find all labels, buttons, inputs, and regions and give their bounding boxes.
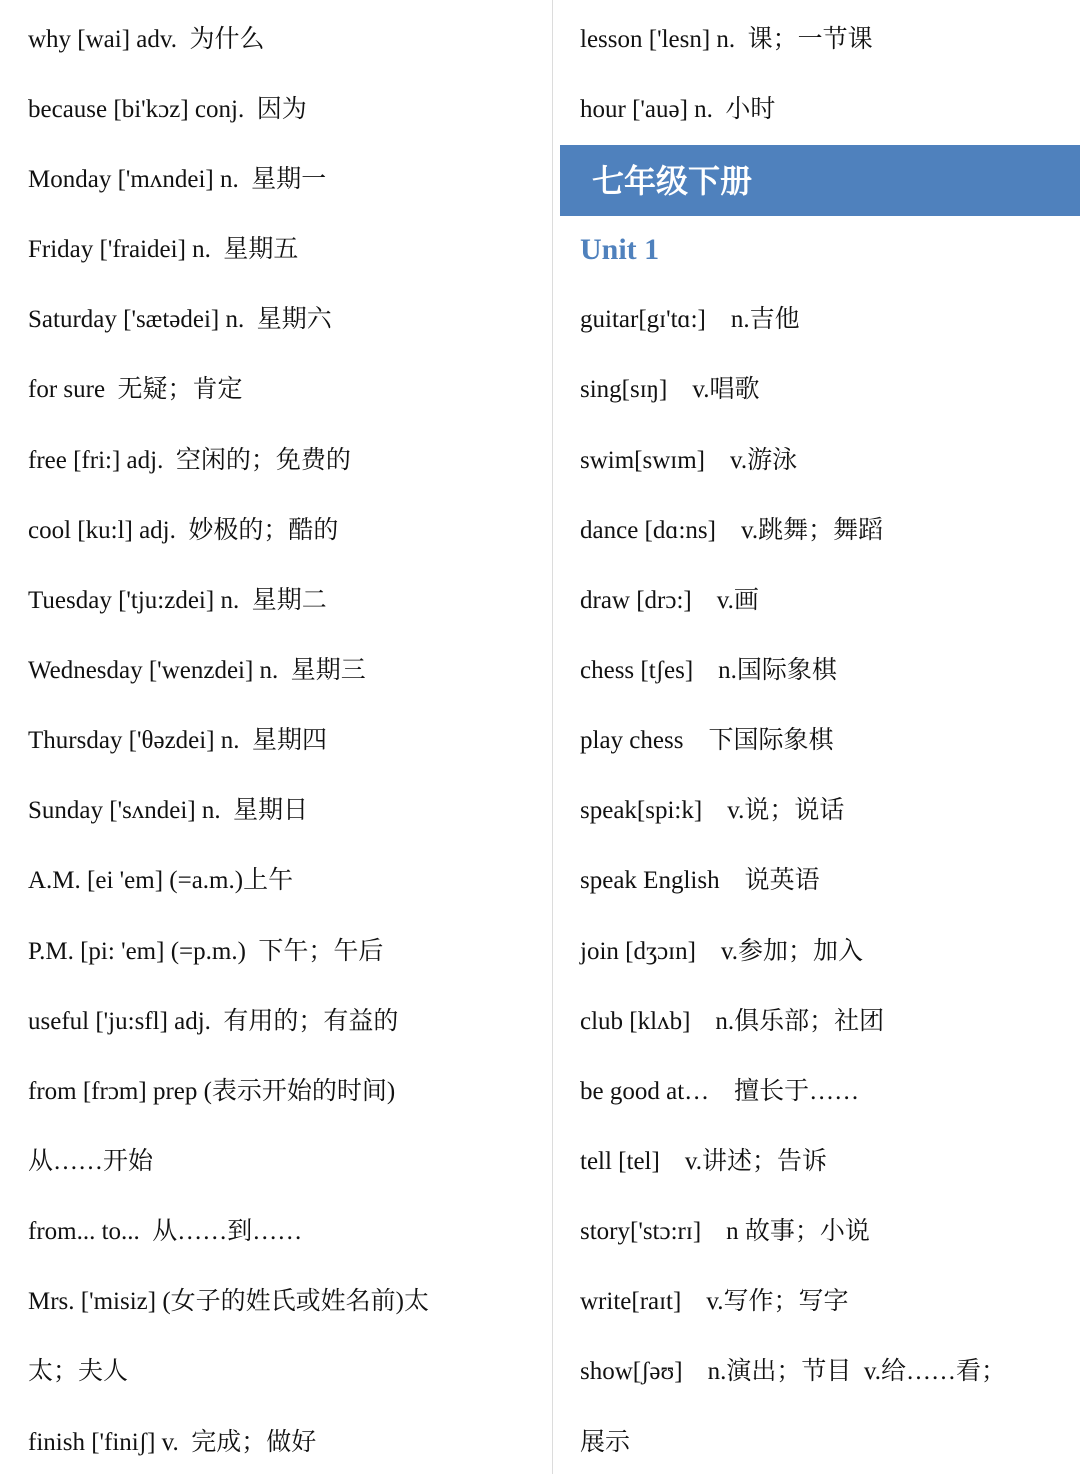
unit-heading: Unit 1 (580, 233, 660, 266)
vocab-entry: dance [dɑ:ns] v.跳舞；舞蹈 (580, 517, 884, 544)
section-banner-title: 七年级下册 (592, 162, 753, 200)
vocab-entry: Saturday ['sætədei] n. 星期六 (28, 306, 332, 333)
vocab-entry: because [bi'kɔz] conj. 因为 (28, 96, 307, 123)
vocab-entry: play chess 下国际象棋 (580, 727, 834, 754)
vocab-entry: chess [tʃes] n.国际象棋 (580, 657, 837, 684)
vocab-entry: A.M. [ei 'em] (=a.m.)上午 (28, 867, 294, 894)
vocab-entry: from [frɔm] prep (表示开始的时间) (28, 1078, 396, 1105)
vocab-entry: Friday ['fraidei] n. 星期五 (28, 236, 299, 263)
vocab-entry: draw [drɔ:] v.画 (580, 587, 759, 614)
vocab-entry-continued: 展示 (580, 1429, 631, 1456)
vocab-entry: useful ['ju:sfl] adj. 有用的；有益的 (28, 1008, 399, 1035)
vocab-entry: why [wai] adv. 为什么 (28, 26, 265, 53)
vocab-entry: tell [tel] v.讲述；告诉 (580, 1148, 827, 1175)
vocab-entry: story['stɔ:rɪ] n 故事；小说 (580, 1218, 870, 1245)
vocab-entry: Wednesday ['wenzdei] n. 星期三 (28, 657, 366, 684)
vocab-entry: P.M. [pi: 'em] (=p.m.) 下午；午后 (28, 938, 384, 965)
vocab-entry: Thursday ['θəzdei] n. 星期四 (28, 727, 328, 754)
vocab-entry: cool [ku:l] adj. 妙极的；酷的 (28, 517, 339, 544)
vocab-entry: finish ['finiʃ] v. 完成；做好 (28, 1429, 317, 1456)
vocab-entry: Sunday ['sʌndei] n. 星期日 (28, 797, 309, 824)
vocab-entry: join [dʒɔɪn] v.参加；加入 (580, 938, 864, 965)
vocab-entry-continued: 太；夫人 (28, 1358, 129, 1385)
vocab-entry: swim[swɪm] v.游泳 (580, 447, 798, 474)
vocab-entry: hour ['auə] n. 小时 (580, 96, 776, 123)
section-banner (560, 145, 1080, 216)
vocab-entry: Mrs. ['misiz] (女子的姓氏或姓名前)太 (28, 1288, 430, 1315)
vocab-entry: write[raɪt] v.写作；写字 (580, 1288, 849, 1315)
vocab-entry: from... to... 从……到…… (28, 1218, 303, 1245)
vocab-entry: show[ʃəʊ] n.演出；节目 v.给……看； (580, 1358, 1006, 1385)
vocab-entry: speak[spi:k] v.说；说话 (580, 797, 845, 824)
vocab-entry: free [fri:] adj. 空闲的；免费的 (28, 447, 351, 474)
column-divider (552, 0, 553, 1474)
vocab-entry: for sure 无疑；肯定 (28, 376, 243, 403)
vocab-entry-continued: 从……开始 (28, 1148, 154, 1175)
vocab-entry: Tuesday ['tju:zdei] n. 星期二 (28, 587, 327, 614)
vocab-entry: be good at… 擅长于…… (580, 1078, 860, 1105)
vocab-entry: speak English 说英语 (580, 867, 820, 894)
vocab-entry: sing[sɪŋ] v.唱歌 (580, 376, 760, 403)
vocab-entry: lesson ['lesn] n. 课；一节课 (580, 26, 873, 53)
vocab-entry: club [klʌb] n.俱乐部；社团 (580, 1008, 885, 1035)
vocab-entry: guitar[gɪ'tɑ:] n.吉他 (580, 306, 800, 333)
vocab-entry: Monday ['mʌndei] n. 星期一 (28, 166, 327, 193)
